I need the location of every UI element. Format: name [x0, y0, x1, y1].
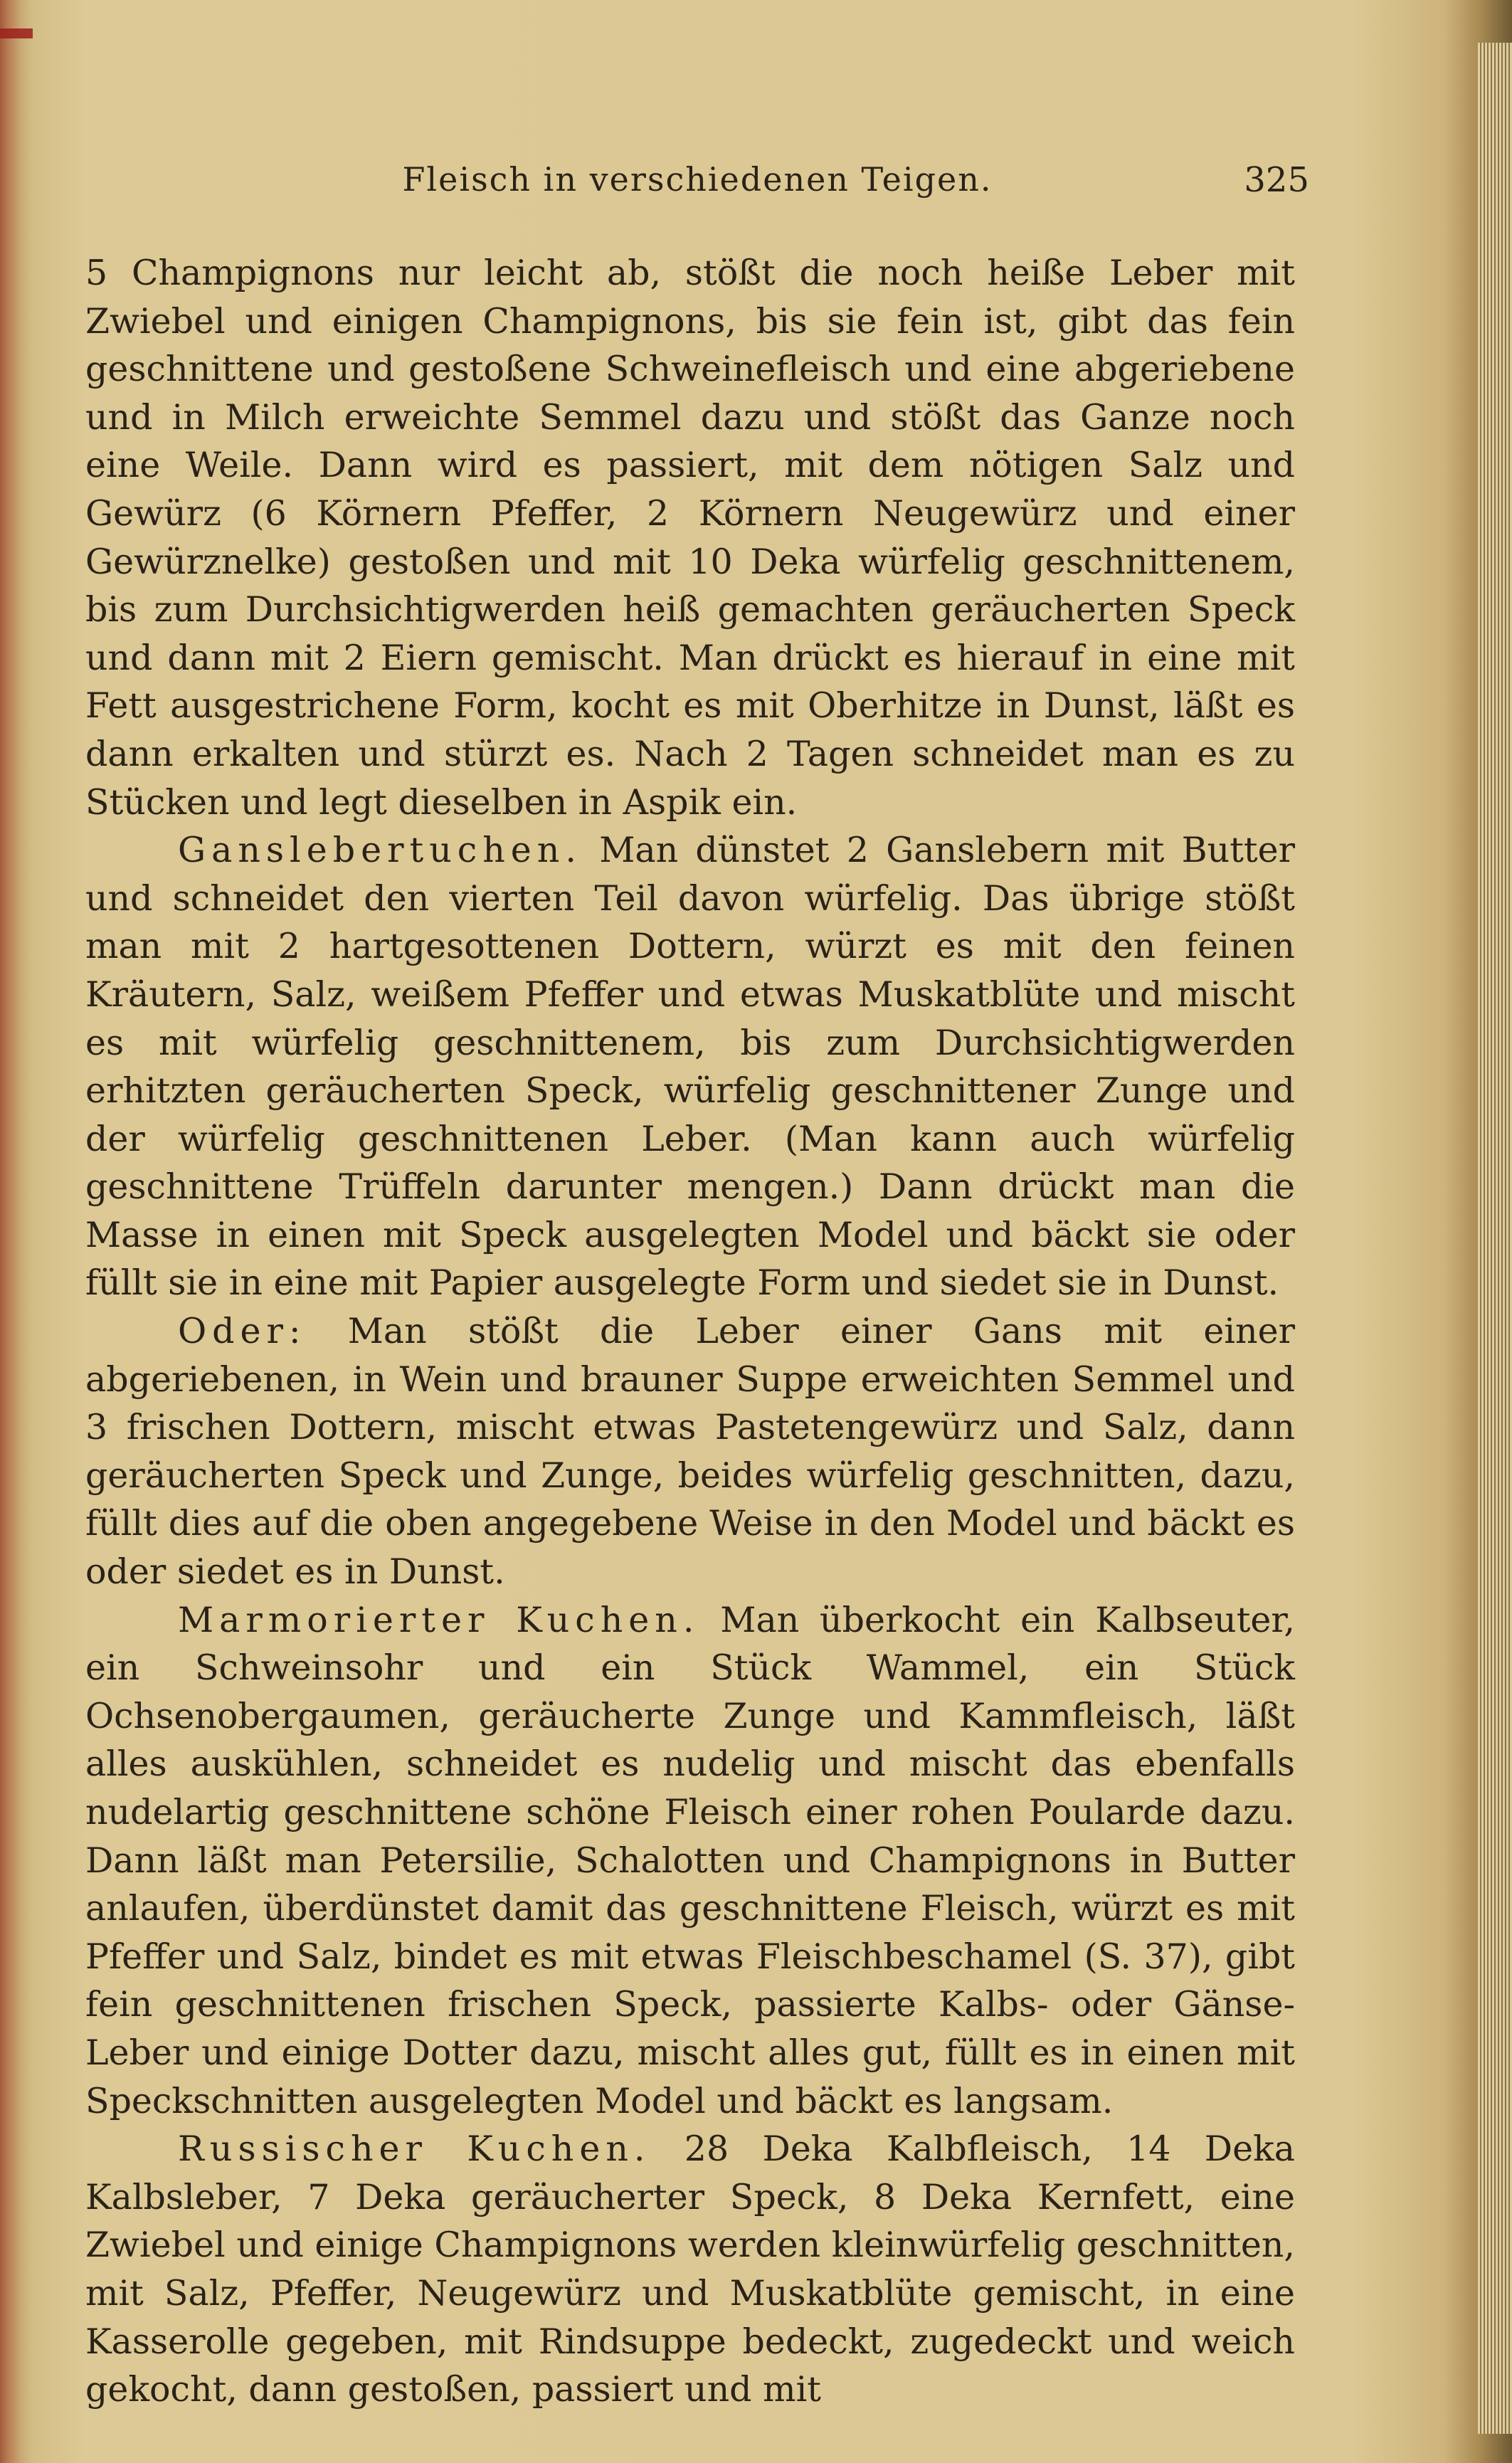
paragraph-text: 5 Champignons nur leicht ab, stößt die noch heiße Leber mit Zwiebel und einigen Champignons, bis sie fein ist, gibt das fein geschnittene und gestoßene Schweinefleisch und eine abgeriebene und in Milch erweichte Semmel dazu und stößt das Ganze noch eine Weile. Dann wird es passiert, mit dem nötigen Salz und Gewürz (6 Körnern Pfeffer, 2 Körnern Neugewürz und einer Gewürznelke) gestoßen und mit 10 Deka würfelig geschnittenem, bis zum Durchsichtigwerden heiß gemachten geräucherten Speck und dann mit 2 Eiern gemischt. Man drückt es hierauf in eine mit Fett ausgestrichene Form, kocht es mit Oberhitze in Dunst, läßt es dann erkalten und stürzt es. Nach 2 Tagen schneidet man es zu Stücken und legt dieselben in Aspik ein. [85, 253, 1295, 823]
paragraph-text: Man überkocht ein Kalbseuter, ein Schweinsohr und ein Stück Wammel, ein Stück Ochsenobergaumen, geräucherte Zunge und Kammfleisch, läßt alles auskühlen, schneidet es nudelig und mischt das ebenfalls nudelartig geschnittene schöne Fleisch einer rohen Poularde dazu. Dann läßt man Petersilie, Schalotten und Champignons in Butter anlaufen, überdünstet damit das geschnittene Fleisch, würzt es mit Pfeffer und Salz, bindet es mit etwas Fleischbeschamel (S. 37), gibt fein geschnittenen frischen Speck, passierte Kalbs- oder Gänse-Leber und einige Dotter dazu, mischt alles gut, füllt es in einen mit Speckschnitten ausgelegten Model und bäckt es langsam. [85, 1599, 1295, 2121]
page-stack-edge [1478, 43, 1512, 2434]
recipe-heading: Ganslebertuchen. [178, 830, 582, 871]
paragraph-text: Man stößt die Leber einer Gans mit einer abgeriebenen, in Wein und brauner Suppe erweichten Semmel und 3 frischen Dottern, mischt etwas Pastetengewürz und Salz, dann geräucherten Speck und Zunge, beides würfelig geschnitten, dazu, füllt dies auf die oben angegebene Weise in den Model und bäckt es oder siedet es in Dunst. [85, 1311, 1295, 1593]
running-title: Fleisch in verschiedenen Teigen. [402, 160, 993, 199]
page-header [85, 160, 1309, 203]
paragraph-text: 28 Deka Kalbfleisch, 14 Deka Kalbsleber, 7 Deka geräucherter Speck, 8 Deka Kernfett, eine Zwiebel und einige Champignons werden kleinwürfelig geschnitten, mit Salz, Pfeffer, Neugewürz und Muskatblüte gemischt, in eine Kasserolle gegeben, mit Rindsuppe bedeckt, zugedeckt und weich gekocht, dann gestoßen, passiert und mit [85, 2129, 1295, 2410]
recipe-ganslebertuchen [85, 826, 1295, 1307]
recipe-russischer-kuchen [85, 2125, 1295, 2414]
recipe-heading: Marmorierter Kuchen. [178, 1599, 700, 1640]
recipe-heading: Oder: [178, 1311, 307, 1352]
body-text [85, 249, 1295, 2414]
paragraph-leber-continued [85, 249, 1295, 826]
recipe-marmorierter-kuchen [85, 1596, 1295, 2126]
page-left-margin-shadow [0, 0, 34, 2463]
recipe-oder-variant [85, 1307, 1295, 1596]
recipe-heading: Russischer Kuchen. [178, 2129, 651, 2170]
page-number: 325 [1244, 160, 1309, 200]
paragraph-text: Man dünstet 2 Ganslebern mit Butter und schneidet den vierten Teil davon würfelig. Das übrige stößt man mit 2 hartgesottenen Dottern, würzt es mit den feinen Kräutern, Salz, weißem Pfeffer und etwas Muskatblüte und mischt es mit würfelig geschnittenem, bis zum Durchsichtigwerden erhitzten geräucherten Speck, würfelig geschnittener Zunge und der würfelig geschnittenen Leber. (Man kann auch würfelig geschnittene Trüffeln darunter mengen.) Dann drückt man die Masse in einen mit Speck ausgelegten Model und bäckt sie oder füllt sie in eine mit Papier ausgelegte Form und siedet sie in Dunst. [85, 830, 1295, 1304]
red-edge-mark [0, 28, 33, 38]
